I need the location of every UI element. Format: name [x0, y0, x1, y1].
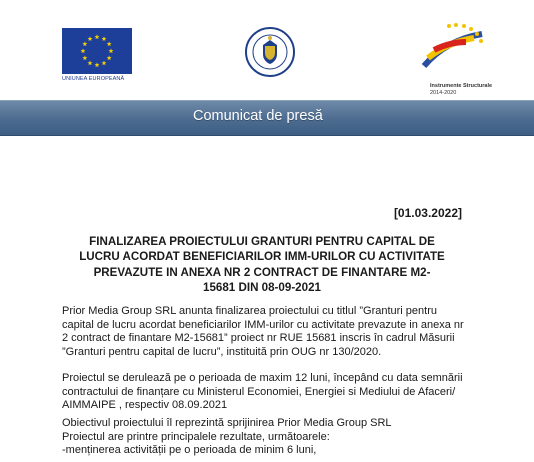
paragraph-line: AIMMAIPE , respectiv 08.09.2021 — [62, 399, 228, 412]
romanian-government-logo — [244, 26, 296, 78]
eu-logo — [62, 28, 132, 82]
government-seal-icon — [244, 26, 296, 78]
paragraph-line: Prior Media Group SRL anunta finalizarea proiectului cu titlul ”Granturi pentru — [62, 305, 437, 317]
structural-instruments-caption — [416, 83, 496, 97]
headline — [62, 234, 462, 295]
paragraph-line: 2 contract de finantare M2-15681” proiect nr RUE 15681 inscris în cadrul Măsurii — [62, 332, 455, 345]
eu-flag-icon — [62, 28, 132, 74]
headline-line: PREVAZUTE IN ANEXA NR 2 CONTRACT DE FINANTARE M2- — [93, 265, 431, 279]
headline-line: 15681 DIN 08-09-2021 — [203, 280, 321, 294]
structural-instruments-logo — [416, 20, 496, 97]
paragraph-line: capital de lucru acordat beneficiarilor IMM-urilor cu activitate prevazute in anexa nr — [62, 318, 464, 331]
is-caption-years: 2014-2020 — [430, 90, 457, 96]
paragraph-line: ”Granturi pentru capital de lucru”, instituită prin OUG nr 130/2020. — [62, 346, 382, 359]
paragraph-line: contractului de finanțare cu Ministerul Economiei, Energiei si Mediului de Afaceri/ — [62, 385, 456, 398]
paragraph-line: -menținerea activității pe o perioada de minim 6 luni, — [62, 444, 317, 457]
is-caption-title: Instrumente Structurale — [430, 83, 493, 89]
press-release-banner — [0, 100, 534, 136]
banner-title: Comunicat de presă — [193, 108, 323, 124]
headline-line: FINALIZAREA PROIECTULUI GRANTURI PENTRU CAPITAL DE — [89, 235, 435, 248]
paragraph-line: Obiectivul proiectului îl reprezintă sprijinirea Prior Media Group SRL — [62, 417, 392, 429]
structural-instruments-emblem-icon — [416, 20, 496, 76]
headline-line: LUCRU ACORDAT BENEFICIARILOR IMM-URILOR CU ACTIVITATE — [79, 250, 445, 264]
paragraph-objective — [62, 417, 482, 458]
paragraph-line: Proiectul se derulează pe o perioada de maxim 12 luni, începând cu data semnării — [62, 372, 463, 384]
eu-caption: UNIUNEA EUROPEANĂ — [62, 76, 125, 82]
release-date: [01.03.2022] — [393, 206, 462, 220]
paragraph-duration — [62, 372, 482, 413]
paragraph-line: Proiectul are printre principalele rezultate, următoarele: — [62, 430, 330, 443]
logo-row — [0, 0, 534, 100]
paragraph-announcement — [62, 305, 482, 360]
